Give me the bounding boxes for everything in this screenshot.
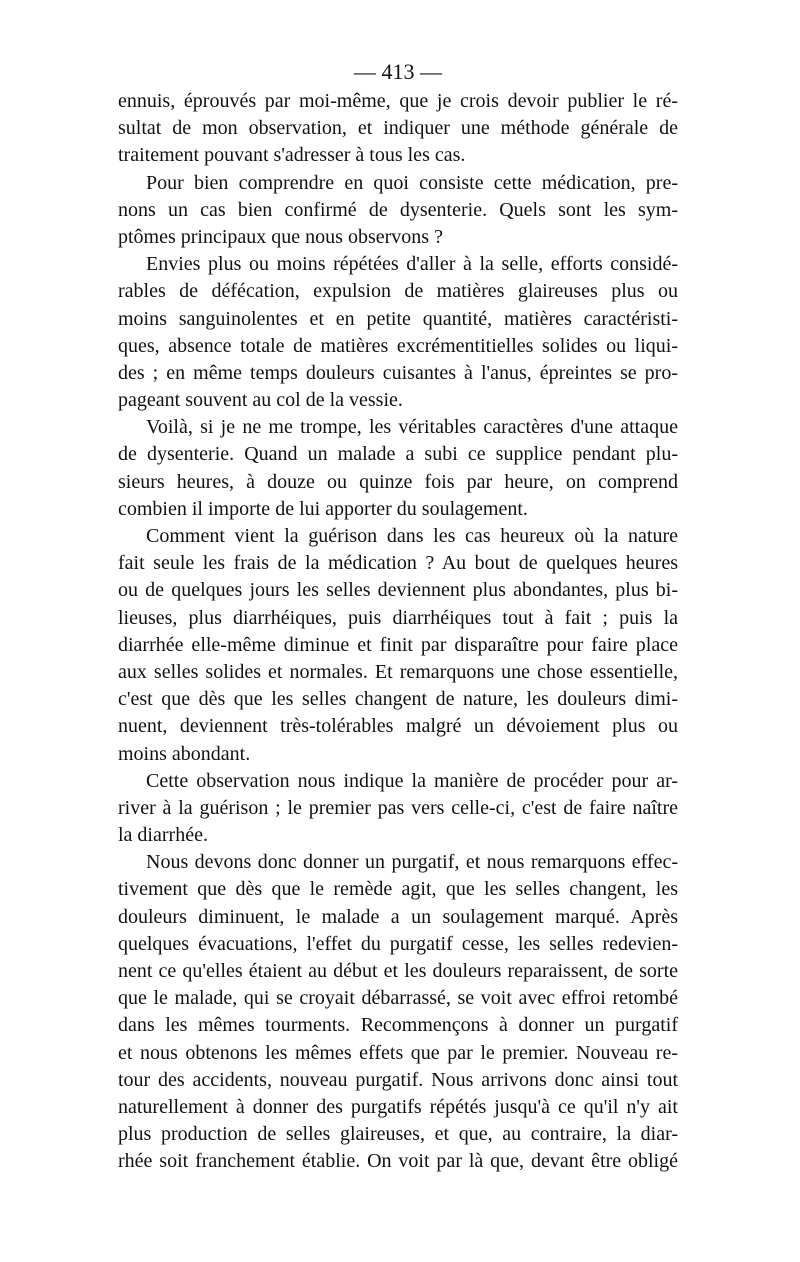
text-line: nuent, deviennent très-tolérables malgré un dévoiement plus ou	[118, 715, 678, 738]
text-line: Comment vient la guérison dans les cas heureux où la nature	[146, 525, 678, 547]
text-line: moins sanguinolentes et en petite quantité, matières caractéristi-	[118, 307, 678, 330]
text-line: douleurs diminuent, le malade a un soulagement marqué. Après	[118, 905, 678, 928]
text-line: des ; en même temps douleurs cuisantes à l'anus, épreintes se pro-	[118, 361, 678, 384]
text-line: diarrhée elle-même diminue et finit par disparaître pour faire place	[118, 633, 678, 656]
text-line: moins abondant.	[118, 742, 251, 765]
text-line: rhée soit franchement établie. On voit par là que, devant être obligé	[118, 1150, 678, 1173]
text-line: nons un cas bien confirmé de dysenterie. Quels sont les sym-	[118, 198, 678, 221]
text-line: traitement pouvant s'adresser à tous les cas.	[118, 144, 466, 167]
text-line: dans les mêmes tourments. Recommençons à donner un purgatif	[118, 1014, 678, 1037]
text-line: la diarrhée.	[118, 824, 208, 847]
text-line: Cette observation nous indique la manière de procéder pour ar-	[146, 769, 678, 792]
text-line: de dysenterie. Quand un malade a subi ce supplice pendant plu-	[118, 443, 678, 466]
text-line: nent ce qu'elles étaient au début et les douleurs reparaissent, de sorte	[118, 960, 678, 982]
text-line: plus production de selles glaireuses, et que, au contraire, la diar-	[118, 1123, 678, 1146]
text-line: rables de défécation, expulsion de matières glaireuses plus ou	[118, 280, 678, 303]
text-line: combien il importe de lui apporter du soulagement.	[118, 497, 528, 520]
text-line: sultat de mon observation, et indiquer une méthode générale de	[118, 117, 678, 140]
text-line: Envies plus ou moins répétées d'aller à la selle, efforts considé-	[146, 253, 678, 276]
text-line: c'est que dès que les selles changent de nature, les douleurs dimi-	[118, 688, 678, 711]
text-line: lieuses, plus diarrhéiques, puis diarrhéiques tout à fait ; puis la	[118, 606, 678, 629]
text-line: ou de quelques jours les selles deviennent plus abondantes, plus bi-	[118, 579, 678, 602]
text-line: ptômes principaux que nous observons ?	[118, 225, 443, 248]
text-line: tivement que dès que le remède agit, que les selles changent, les	[118, 878, 678, 901]
text-line: aux selles solides et normales. Et remarquons une chose essentielle,	[118, 660, 678, 683]
page-number: — 413 —	[354, 59, 442, 84]
text-line: quelques évacuations, l'effet du purgatif cesse, les selles redevien-	[118, 932, 678, 955]
text-line: que le malade, qui se croyait débarrassé, se voit avec effroi retombé	[118, 987, 678, 1010]
text-line: sieurs heures, à douze ou quinze fois par heure, on comprend	[118, 470, 678, 493]
text-line: river à la guérison ; le premier pas vers celle-ci, c'est de faire naître	[118, 796, 678, 819]
text-line: fait seule les frais de la médication ? Au bout de quelques heures	[118, 552, 678, 575]
text-line: Nous devons donc donner un purgatif, et nous remarquons effec-	[146, 851, 678, 874]
text-line: Voilà, si je ne me trompe, les véritables caractères d'une attaque	[146, 416, 678, 439]
text-line: Pour bien comprendre en quoi consiste cette médication, pre-	[146, 171, 678, 194]
book-page	[118, 58, 678, 1176]
text-line: naturellement à donner des purgatifs répétés jusqu'à ce qu'il n'y ait	[118, 1095, 678, 1118]
text-line: tour des accidents, nouveau purgatif. Nous arrivons donc ainsi tout	[118, 1068, 678, 1091]
text-line: pageant souvent au col de la vessie.	[118, 389, 403, 412]
text-line: et nous obtenons les mêmes effets que par le premier. Nouveau re-	[118, 1041, 678, 1064]
text-line: ques, absence totale de matières excrémentitielles solides ou liqui-	[118, 334, 678, 357]
body-text	[118, 88, 678, 1176]
text-line: ennuis, éprouvés par moi-même, que je crois devoir publier le ré-	[118, 90, 678, 112]
